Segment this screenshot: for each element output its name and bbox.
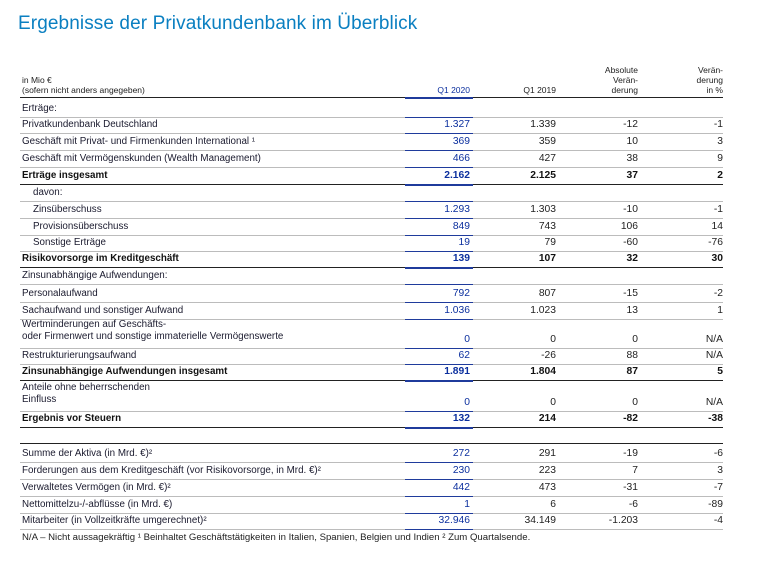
cell-abs-change: -82 [623,413,638,424]
cell-abs-change: 0 [632,334,638,345]
row-label-line-2: Einfluss [22,394,57,405]
cell-q1-2019: 1.804 [530,366,556,377]
cell-q1-2020: 230 [452,465,470,476]
cell-abs-change: -60 [623,237,638,248]
cell-abs-change: -19 [623,448,638,459]
cell-q1-2020: 1 [464,499,470,510]
row-label: Verwaltetes Vermögen (in Mrd. €)² [22,482,171,493]
row-label: Restrukturierungsaufwand [22,350,137,361]
row-label: Mitarbeiter (in Vollzeitkräfte umgerechnet)² [22,515,207,526]
cell-abs-change: 10 [626,136,638,147]
unit-line-1: in Mio € [22,75,52,85]
cell-q1-2020: 132 [452,413,470,424]
row-label: Sachaufwand und sonstiger Aufwand [22,305,184,316]
col3-line-1: Absolute [604,65,638,75]
table-row [0,285,761,302]
cell-pct-change: N/A [705,334,723,345]
cell-q1-2020: 139 [452,253,470,264]
cell-q1-2019: 0 [550,397,556,408]
cell-q1-2019: 359 [538,136,556,147]
row-label: Ergebnis vor Steuern [22,413,122,424]
cell-abs-change: 87 [626,366,638,377]
col3-line-2: Verän- [612,75,638,85]
row-label [22,319,283,343]
cell-abs-change: 32 [626,253,638,264]
cell-abs-change: 13 [626,305,638,316]
cell-abs-change: 38 [626,153,638,164]
table-row [0,100,761,117]
cell-q1-2020: 0 [464,334,470,345]
cell-abs-change: -12 [623,119,638,130]
row-label [22,382,150,406]
cell-abs-change: 7 [632,465,638,476]
page-title: Ergebnisse der Privatkundenbank im Überblick [18,13,418,34]
table-row [0,410,761,427]
table-row [0,462,761,479]
cell-pct-change: 3 [717,465,723,476]
cell-q1-2019: 1.339 [530,119,556,130]
row-label: Erträge insgesamt [22,170,108,181]
table-row [0,167,761,184]
cell-abs-change: 37 [626,170,638,181]
cell-pct-change: -4 [713,515,723,526]
cell-abs-change: -10 [623,204,638,215]
col-header-abs-change [568,65,638,95]
cell-pct-change: 3 [717,136,723,147]
cell-abs-change: -15 [623,288,638,299]
table-row [0,445,761,462]
cell-pct-change: 9 [717,153,723,164]
table-row [0,150,761,167]
col-header-q1-2020: Q1 2020 [437,85,470,95]
table-row [0,347,761,364]
table-row [0,479,761,496]
cell-abs-change: 0 [632,397,638,408]
cell-pct-change: N/A [705,397,723,408]
col-header-q1-2019: Q1 2019 [523,85,556,95]
table-row [0,133,761,150]
row-separator-highlight [405,427,473,429]
col-header-pct-change [653,65,723,95]
cell-pct-change: -1 [713,204,723,215]
cell-q1-2019: 107 [538,253,556,264]
row-label: Nettomittelzu-/-abflüsse (in Mrd. €) [22,499,173,510]
row-label: Erträge: [22,103,57,114]
table-row [0,234,761,251]
cell-pct-change: -1 [713,119,723,130]
cell-q1-2020: 2.162 [444,170,470,181]
col4-line-3: in % [706,85,723,95]
row-label: Forderungen aus dem Kreditgeschäft (vor Risikovorsorge, in Mrd. €)² [22,465,321,476]
col3-line-3: derung [611,85,638,95]
cell-q1-2019: -26 [541,350,556,361]
table-row [0,363,761,380]
cell-pct-change: 14 [711,221,723,232]
row-label: Zinsunabhängige Aufwendungen: [22,270,168,281]
row-separator-highlight [405,529,473,530]
cell-q1-2019: 6 [550,499,556,510]
cell-pct-change: -76 [708,237,723,248]
cell-q1-2019: 223 [538,465,556,476]
row-separator [20,427,723,428]
cell-q1-2020: 272 [452,448,470,459]
cell-q1-2019: 743 [538,221,556,232]
table-row [0,116,761,133]
cell-q1-2020: 1.293 [444,204,470,215]
cell-pct-change: -2 [713,288,723,299]
cell-q1-2020: 792 [452,288,470,299]
cell-q1-2020: 1.327 [444,119,470,130]
cell-q1-2019: 79 [544,237,556,248]
row-label: Summe der Aktiva (in Mrd. €)² [22,448,153,459]
unit-label [22,75,145,95]
unit-line-2: (sofern nicht anders angegeben) [22,85,145,95]
table-row [0,250,761,267]
cell-abs-change: -31 [623,482,638,493]
cell-abs-change: 106 [620,221,638,232]
cell-pct-change: N/A [705,350,723,361]
cell-pct-change: 1 [717,305,723,316]
cell-abs-change: -6 [628,499,638,510]
table-row [0,496,761,513]
row-label: Zinsunabhängige Aufwendungen insgesamt [22,366,228,377]
cell-q1-2019: 214 [538,413,556,424]
row-label: Zinsüberschuss [33,204,102,215]
table-row [0,512,761,529]
row-label: davon: [33,187,63,198]
cell-q1-2019: 427 [538,153,556,164]
cell-q1-2019: 291 [538,448,556,459]
cell-q1-2020: 1.036 [444,305,470,316]
cell-q1-2019: 2.125 [530,170,556,181]
row-label: Privatkundenbank Deutschland [22,119,158,130]
cell-pct-change: -7 [713,482,723,493]
cell-pct-change: -89 [708,499,723,510]
cell-pct-change: 5 [717,366,723,377]
cell-q1-2020: 849 [452,221,470,232]
cell-q1-2019: 1.023 [530,305,556,316]
cell-q1-2020: 1.891 [444,366,470,377]
col4-line-2: derung [696,75,723,85]
cell-q1-2019: 0 [550,334,556,345]
cell-abs-change: -1.203 [608,515,638,526]
cell-q1-2020: 369 [452,136,470,147]
cell-q1-2020: 62 [458,350,470,361]
table-row [0,218,761,235]
cell-pct-change: -6 [713,448,723,459]
cell-pct-change: 2 [717,170,723,181]
header-rule [20,97,723,98]
footnote: N/A – Nicht aussagekräftig ¹ Beinhaltet Geschäftstätigkeiten in Italien, Spanien, Belgien und Indien ² Zum Quartalsende. [22,532,531,543]
row-label-line-2: oder Firmenwert und sonstige immaterielle Vermögenswerte [22,331,284,342]
cell-pct-change: 30 [711,253,723,264]
table-row [0,381,761,411]
row-label: Geschäft mit Privat- und Firmenkunden International ¹ [22,136,256,147]
row-label: Sonstige Erträge [33,237,106,248]
table-row [0,267,761,284]
cell-pct-change: -38 [708,413,723,424]
cell-q1-2020: 466 [452,153,470,164]
table-row [0,201,761,218]
cell-q1-2019: 1.303 [530,204,556,215]
row-label: Provisionsüberschuss [33,221,129,232]
row-label: Geschäft mit Vermögenskunden (Wealth Management) [22,153,261,164]
cell-abs-change: 88 [626,350,638,361]
cell-q1-2020: 19 [458,237,470,248]
col4-line-1: Verän- [697,65,723,75]
cell-q1-2019: 34.149 [524,515,556,526]
cell-q1-2019: 807 [538,288,556,299]
section-rule [20,443,723,444]
row-label-line-1: Anteile ohne beherrschenden [22,382,151,393]
table-row [0,302,761,319]
row-label-line-1: Wertminderungen auf Geschäfts- [22,319,167,330]
row-label: Personalaufwand [22,288,98,299]
cell-q1-2020: 32.946 [438,515,470,526]
table-row [0,184,761,201]
row-label: Risikovorsorge im Kreditgeschäft [22,253,179,264]
cell-q1-2020: 442 [452,482,470,493]
cell-q1-2020: 0 [464,397,470,408]
cell-q1-2019: 473 [538,482,556,493]
row-separator [20,529,723,530]
table-row [0,318,761,348]
header-rule-blue [405,97,473,99]
